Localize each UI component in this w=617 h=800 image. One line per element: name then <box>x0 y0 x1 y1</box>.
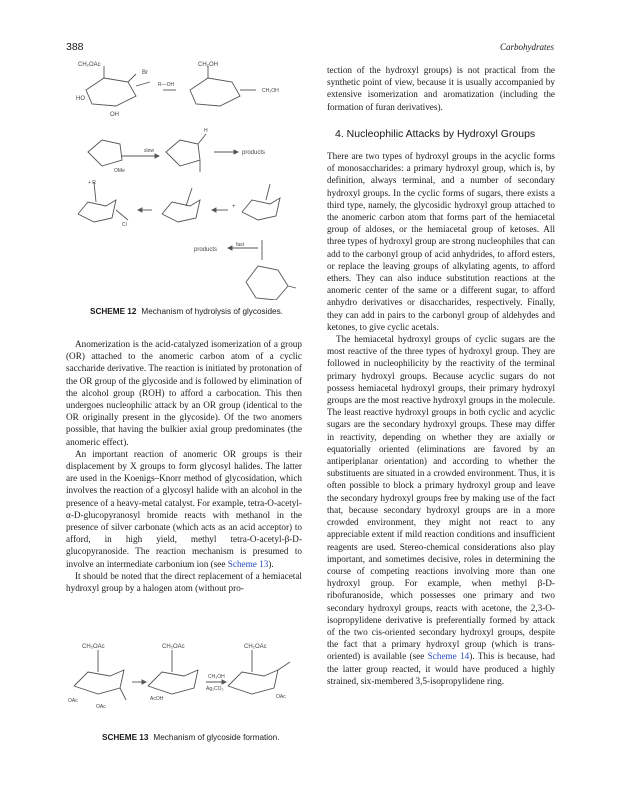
scheme-13-caption-text: Mechanism of glycoside formation. <box>153 733 280 742</box>
s12-label-slow: slow <box>144 148 155 154</box>
left-paragraph-2-text: An important reaction of anomeric OR groups is their displacement by X groups to form glycosyl halides. The latter are used in the Koenigs–Knorr method of glycosidation, which involves the reaction of a glycosyl halide with an alcohol in the presence of a heavy-metal catalyst. For example, tetra-O-acetyl-α-D-glucopyranosyl bromide reacts with methanol in the presence of silver carbonate (which acts as an acid acceptor) to afford, in high yield, methyl tetra-O-acetyl-β-D-glucopyranoside. The reaction mechanism is presumed to involve an intermediate carbonium ion (see <box>66 448 302 569</box>
s12-label-products-bottom: products <box>194 247 218 253</box>
right-paragraph-2 <box>327 333 555 687</box>
s13-label-ch2oac-3: CH₂OAc <box>244 644 267 650</box>
s13-label-oac-1: OAc <box>68 698 78 704</box>
left-paragraph-1: Anomerization is the acid-catalyzed isomerization of a group (OR) attached to the anomeric carbon atom of a cyclic saccharide derivative. The reaction is initiated by protonation of the OR group of the glycoside and is followed by elimination of the alcohol group (ROH) to afford a carbocation. This then undergoes nucleophilic attack by an OR group (identical to the OR originally present in the glycoside). Of the two anomers possible, that having the bulkier axial group predominates (the anomeric effect). <box>66 339 302 447</box>
scheme-13-caption <box>102 733 279 742</box>
left-paragraph-2 <box>66 448 302 570</box>
s12-label-ho: HO <box>76 96 85 102</box>
left-column-text <box>66 338 302 594</box>
right-paragraph-1: There are two types of hydroxyl groups in the acyclic forms of monosaccharides: a primary hydroxyl group, which is, by definition, always terminal, and a number of secondary hydroxyl groups. In the cyclic forms of sugars, there exists a third type, namely, the glycosidic hydroxyl group attached to the anomeric carbon atom that forms part of the hemiacetal group of aldoses, or the hemiacetal group of ketoses. All three types of hydroxyl group are strong nucleophiles that can add to the carbonyl group of acid anhydrides, to afford esters, or replace the leaving groups of alkylating agents, to afford ethers. They can also induce substitution reactions at the anomeric center of the same or a different sugar, to afford anhydro derivatives or disaccharides, respectively. Finally, they can add in pairs to the carbonyl group of aldehydes and ketones, to give cyclic acetals. <box>327 151 555 332</box>
scheme-13-link[interactable]: Scheme 13 <box>227 558 269 569</box>
running-title: Carbohydrates <box>500 42 554 52</box>
right-continuation-paragraph: tection of the hydroxyl groups) is not practical from the synthetic point of view, because it is usually accompanied by extensive isomerization and aromatization (including the formation of furan derivatives). <box>327 65 555 112</box>
s12-label-plus-r: + R <box>88 180 96 186</box>
s13-label-oac-2: OAc <box>96 704 106 710</box>
left-paragraph-3: It should be noted that the direct replacement of a hemiacetal hydroxyl group by a halogen atom (without pro- <box>66 570 302 594</box>
scheme-13-caption-label: SCHEME 13 <box>102 733 149 742</box>
s12-label-fast: fast <box>236 242 245 248</box>
scheme-12-caption <box>90 307 283 316</box>
right-column-body <box>327 150 555 687</box>
s13-label-ag2co3: Ag₂CO₃ <box>206 686 224 692</box>
scheme-12-caption-text: Mechanism of hydrolysis of glycosides. <box>141 307 283 316</box>
s12-label-oh: OH <box>110 112 119 118</box>
s12-label-cl: Cl <box>122 222 127 228</box>
section-title: 4. Nucleophilic Attacks by Hydroxyl Groups <box>335 128 536 140</box>
s13-label-ch2oac-1: CH₂OAc <box>82 644 105 650</box>
s13-label-ch3oh: CH₃OH <box>208 674 225 680</box>
scheme-14-link[interactable]: Scheme 14 <box>427 651 470 662</box>
s12-label-roh: R—OH <box>158 82 175 88</box>
s12-label-h: H <box>204 128 208 134</box>
right-paragraph-2-end: ). This is because, had the latter group reacted, it would have produced a highly strained, six-membered 3,5-isopropylidene ring. <box>327 651 555 686</box>
s13-label-acoh: AcOH <box>150 696 164 702</box>
right-paragraph-2-text: The hemiacetal hydroxyl groups of cyclic sugars are the most reactive of the three types of hydroxyl group. They are followed in nucleophilicity by the reactivity of the terminal primary hydroxyl groups. Because acyclic sugars do not possess hemiacetal hydroxyl groups, their primary hydroxyl groups are the most reactive hydroxyl groups in the molecule. The least reactive hydroxyl groups in both cyclic and acyclic sugars are the secondary hydroxyl groups. These may differ in reactivity, depending on whether they are axially or equatorially oriented (eliminations are favored by an antiperiplanar orientation) and according to whether the substituents are situated in a crowded environment. Thus, it is often possible to block a primary hydroxyl group and leave the secondary hydroxyl groups free by making use of the fact that, because secondary hydroxyl groups are in a more crowded environment, they might not react to any appreciable extent if mild reaction conditions and insufficient reagents are used. Stereo-chemical considerations also play important, and sometimes decisive, roles in determining the course of competing reactions involving more than one hydroxyl group. For example, when methyl β-D-ribofuranoside, which possesses one primary and two secondary hydroxyl groups, reacts with acetone, the 2,3-O-isopropylidene derivative is preferentially formed by attack of the two cis-oriented secondary hydroxyl groups, despite the fact that a primary hydroxyl group (which is trans-oriented) is available (see <box>327 334 555 662</box>
s12-label-br: Br <box>142 70 148 76</box>
scheme-13-figure <box>66 636 302 726</box>
scheme-12-figure <box>66 60 302 300</box>
s12-label-ome: OMe <box>114 168 125 174</box>
right-column-continuation <box>327 64 555 113</box>
s12-label-ch3oh: CH₃OH <box>262 88 279 94</box>
page-number: 388 <box>66 41 84 53</box>
left-paragraph-2-end: ). <box>268 558 274 569</box>
s12-label-ch2oh: CH₂OH <box>198 62 218 68</box>
s12-label-ch2oac: CH₂OAc <box>78 62 101 68</box>
s13-label-oac-3: OAc <box>276 694 286 700</box>
s13-label-ch2oac-2: CH₂OAc <box>162 644 185 650</box>
scheme-12-caption-label: SCHEME 12 <box>90 307 137 316</box>
s12-label-plus: + <box>232 204 236 210</box>
s12-label-products-top: products <box>242 150 266 156</box>
